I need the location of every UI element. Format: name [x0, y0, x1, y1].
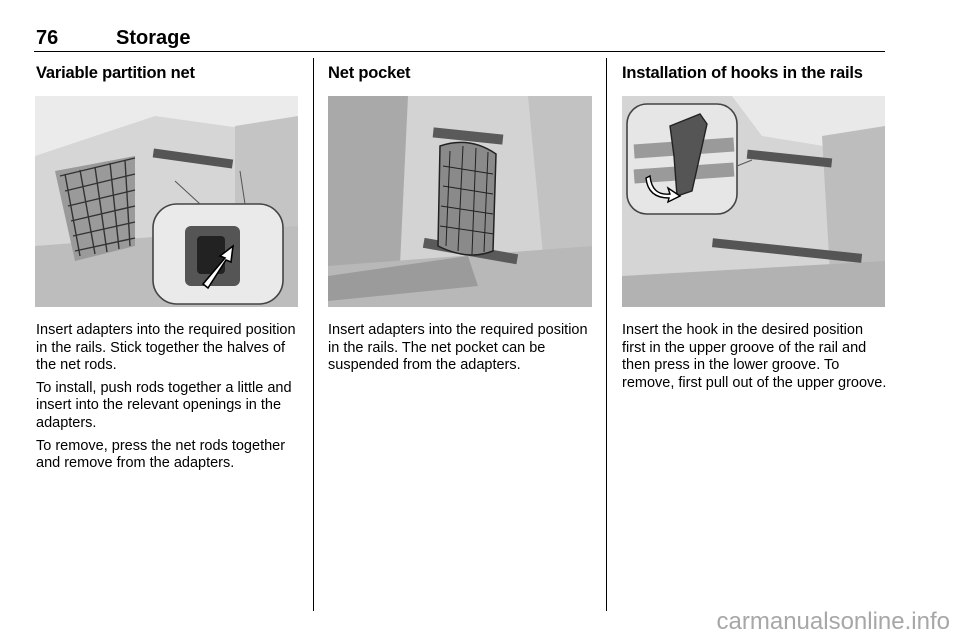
- section-body: [36, 322, 304, 478]
- partition-net-illustration: [35, 96, 298, 307]
- page-section-title: Storage: [116, 27, 191, 49]
- section-heading: Net pocket: [328, 64, 411, 82]
- net-pocket-illustration: [328, 96, 592, 307]
- section-heading: Variable partition net: [36, 64, 195, 82]
- page-number: 76: [36, 27, 59, 49]
- paragraph: Insert adapters into the required position in the rails. Stick together the halves of the net rods.: [36, 322, 296, 374]
- header-rule: [34, 51, 885, 52]
- paragraph: Insert adapters into the required position in the rails. The net pocket can be suspended from the adapters.: [328, 322, 588, 374]
- section-body: [328, 322, 596, 380]
- section-body: [622, 322, 890, 397]
- paragraph: To install, push rods together a little and insert into the relevant openings in the adapters.: [36, 379, 292, 431]
- column-divider: [313, 58, 314, 611]
- watermark-text: carmanualsonline.info: [716, 608, 950, 635]
- hooks-installation-illustration: [622, 96, 885, 307]
- section-heading: Installation of hooks in the rails: [622, 64, 863, 82]
- paragraph: To remove, press the net rods together and remove from the adapters.: [36, 437, 286, 472]
- paragraph: Insert the hook in the desired position first in the upper groove of the rail and then press in the lower groove. To remove, first pull out of the upper groove.: [622, 322, 887, 391]
- column-divider: [606, 58, 607, 611]
